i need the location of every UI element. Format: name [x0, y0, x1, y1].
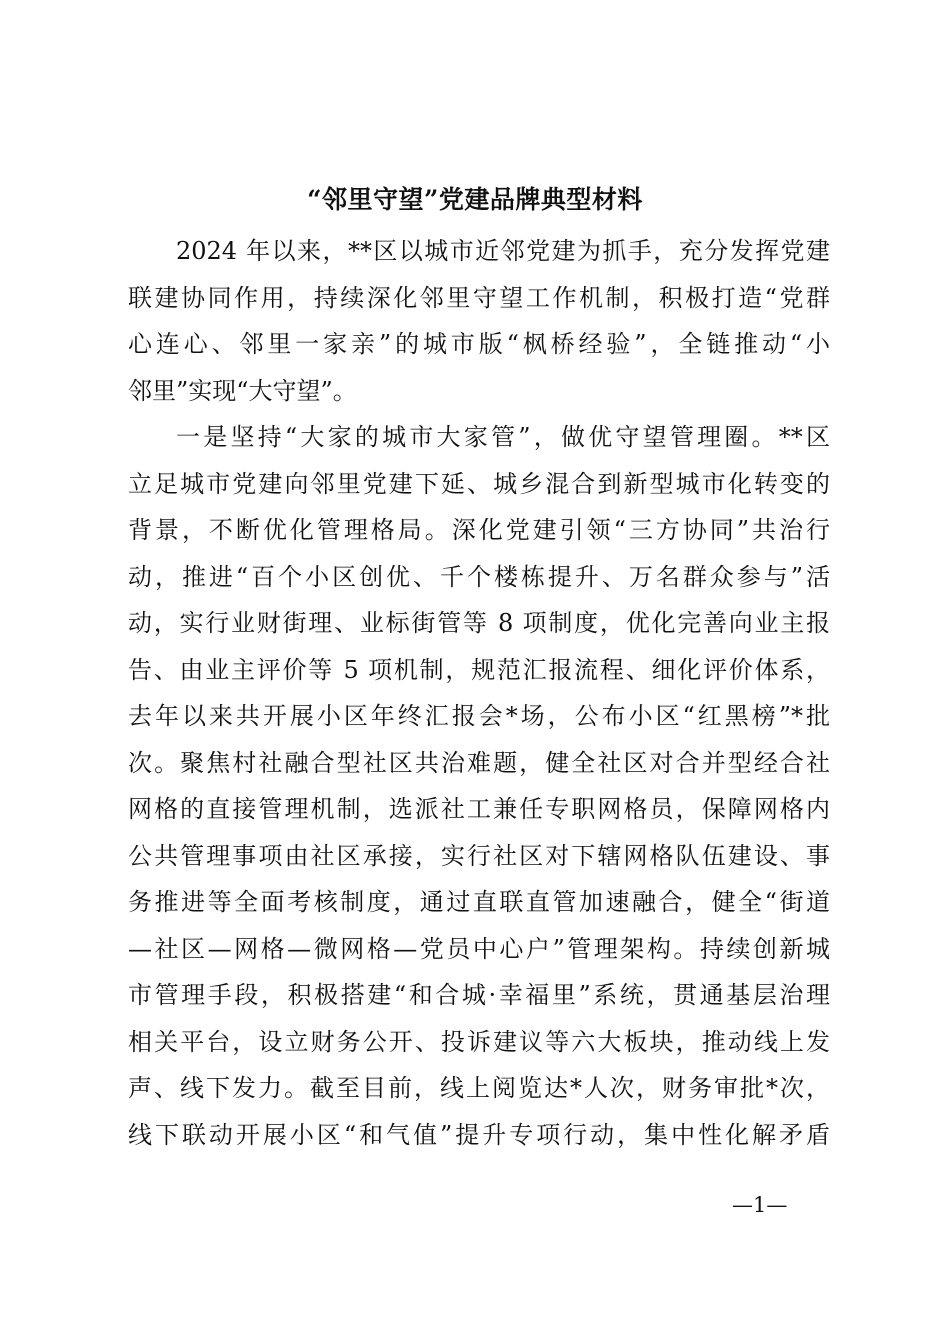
- paragraph-2-line: 次。聚焦村社融合型社区共治难题，健全社区对合并型经合社: [128, 748, 830, 777]
- paragraph-2-line: —社区—网格—微网格—党员中心户”管理架构。持续创新城: [128, 934, 830, 963]
- paragraph-2-line: 网格的直接管理机制，选派社工兼任专职网格员，保障网格内: [128, 795, 830, 823]
- paragraph-2-line: 背景，不断优化管理格局。深化党建引领“三方协同”共治行: [128, 516, 830, 544]
- paragraph-2-line: 一是坚持“大家的城市大家管”，做优守望管理圈。**区: [176, 423, 830, 451]
- paragraph-1-line: 心连心、邻里一家亲”的城市版“枫桥经验”，全链推动“小: [128, 330, 830, 358]
- paragraph-1-line: 联建协同作用，持续深化邻里守望工作机制，积极打造“党群: [128, 283, 830, 312]
- paragraph-1-line: 2024 年以来，**区以城市近邻党建为抓手，充分发挥党建: [176, 237, 830, 265]
- paragraph-2-line: 务推进等全面考核制度，通过直联直管加速融合，健全“街道: [128, 888, 830, 916]
- page-number: —1—: [732, 1193, 788, 1217]
- paragraph-2-line: 线下联动开展小区“和气值”提升专项行动，集中性化解矛盾: [128, 1120, 830, 1149]
- paragraph-1-line: 邻里”实现“大守望”。: [128, 376, 357, 405]
- paragraph-2-line: 动，推进“百个小区创优、千个楼栋提升、万名群众参与”活: [128, 562, 830, 591]
- paragraph-2-line: 告、由业主评价等 5 项机制，规范汇报流程、细化评价体系，: [128, 655, 830, 684]
- paragraph-2-line: 市管理手段，积极搭建“和合城·幸福里”系统，贯通基层治理: [128, 981, 830, 1009]
- document-title: “邻里守望”党建品牌典型材料: [307, 185, 643, 214]
- paragraph-2-line: 公共管理事项由社区承接，实行社区对下辖网格队伍建设、事: [128, 841, 830, 870]
- paragraph-2-line: 声、线下发力。截至目前，线上阅览达*人次，财务审批*次，: [128, 1074, 830, 1102]
- document-body: [128, 228, 830, 1158]
- paragraph-2-line: 相关平台，设立财务公开、投诉建议等六大板块，推动线上发: [128, 1027, 830, 1056]
- paragraph-2-line: 动，实行业财街理、业标街管等 8 项制度，优化完善向业主报: [128, 609, 830, 637]
- paragraph-2-line: 去年以来共开展小区年终汇报会*场，公布小区“红黑榜”*批: [128, 702, 830, 730]
- paragraph-2-line: 立足城市党建向邻里党建下延、城乡混合到新型城市化转变的: [128, 469, 830, 498]
